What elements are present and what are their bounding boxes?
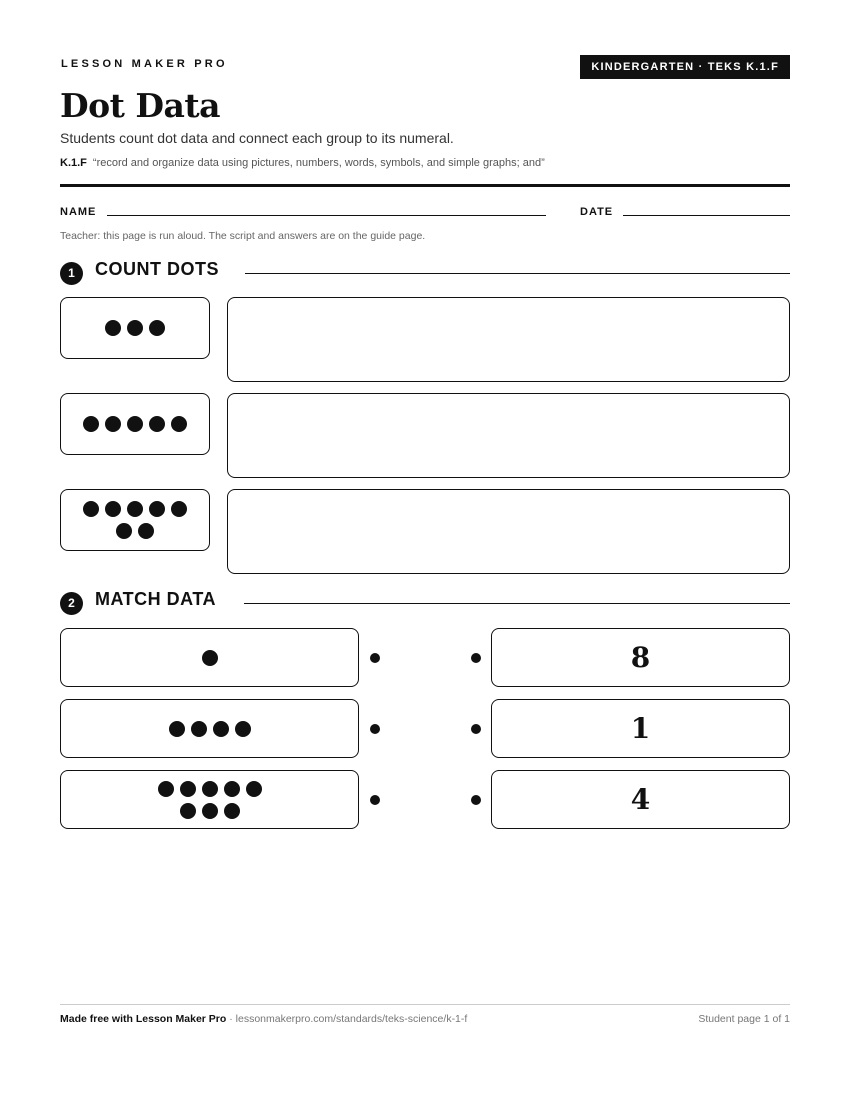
count-dot — [149, 501, 165, 517]
dot-group-card — [60, 393, 210, 455]
count-dot — [171, 501, 187, 517]
footer-divider — [60, 1004, 790, 1005]
answer-box[interactable] — [227, 393, 790, 478]
section-number: 2 — [60, 592, 83, 615]
standard-line — [60, 157, 545, 169]
count-dot — [202, 803, 218, 819]
page-title: Dot Data — [60, 86, 220, 125]
dot-row — [180, 803, 240, 819]
section-count-dots-header — [60, 259, 790, 287]
count-dot — [180, 803, 196, 819]
left-connector-dot[interactable] — [370, 795, 380, 805]
left-connector-dot[interactable] — [370, 653, 380, 663]
page-subtitle: Students count dot data and connect each group to its numeral. — [60, 130, 454, 146]
section-divider — [245, 273, 790, 274]
dot-row — [105, 320, 165, 336]
match-dot-card — [60, 699, 359, 758]
count-dot — [83, 416, 99, 432]
dot-group — [61, 298, 209, 358]
name-field[interactable] — [107, 215, 546, 216]
numeral-card — [491, 699, 790, 758]
dot-group-card — [60, 297, 210, 359]
count-dot — [224, 781, 240, 797]
dot-group — [61, 700, 358, 757]
dot-group — [61, 629, 358, 686]
count-dot — [83, 501, 99, 517]
count-dot — [149, 320, 165, 336]
dot-group — [61, 394, 209, 454]
header-divider — [60, 184, 790, 187]
numeral: 8 — [630, 641, 651, 674]
dot-row — [83, 416, 187, 432]
dot-group-card — [60, 489, 210, 551]
answer-box[interactable] — [227, 489, 790, 574]
right-connector-dot[interactable] — [471, 653, 481, 663]
dot-row — [169, 721, 251, 737]
count-dot — [105, 416, 121, 432]
section-divider — [244, 603, 790, 604]
count-dot — [169, 721, 185, 737]
numeral-card — [491, 628, 790, 687]
date-field[interactable] — [623, 215, 790, 216]
section-title: COUNT DOTS — [95, 259, 219, 279]
dot-group — [61, 771, 358, 828]
standard-text: “record and organize data using pictures, numbers, words, symbols, and simple graphs; and” — [92, 157, 545, 169]
section-title: MATCH DATA — [95, 589, 216, 609]
section-number: 1 — [60, 262, 83, 285]
count-dot — [235, 721, 251, 737]
footer-url[interactable]: · lessonmakerpro.com/standards/teks-science/k-1-f — [226, 1013, 468, 1025]
count-dot — [213, 721, 229, 737]
answer-box[interactable] — [227, 297, 790, 382]
footer-credit — [60, 1013, 467, 1025]
name-label: NAME — [60, 206, 97, 218]
right-connector-dot[interactable] — [471, 795, 481, 805]
dot-row — [83, 501, 187, 517]
count-dot — [149, 416, 165, 432]
count-dot — [246, 781, 262, 797]
count-dot — [224, 803, 240, 819]
count-dot — [171, 416, 187, 432]
count-dot — [202, 781, 218, 797]
match-dot-card — [60, 770, 359, 829]
dot-group — [61, 490, 209, 550]
count-dot — [191, 721, 207, 737]
count-dot — [116, 523, 132, 539]
count-dot — [127, 416, 143, 432]
dot-row — [158, 781, 262, 797]
numeral-card — [491, 770, 790, 829]
count-dot — [158, 781, 174, 797]
count-dot — [127, 501, 143, 517]
teacher-note: Teacher: this page is run aloud. The script and answers are on the guide page. — [60, 230, 426, 242]
count-dot — [138, 523, 154, 539]
footer-page-number: Student page 1 of 1 — [698, 1013, 790, 1025]
dot-row — [202, 650, 218, 666]
match-dot-card — [60, 628, 359, 687]
numeral: 1 — [630, 712, 651, 745]
count-dot — [105, 501, 121, 517]
section-match-data-header — [60, 589, 790, 617]
count-dot — [105, 320, 121, 336]
footer-made-by: Made free with Lesson Maker Pro — [60, 1013, 227, 1025]
left-connector-dot[interactable] — [370, 724, 380, 734]
dot-row — [116, 523, 154, 539]
date-label: DATE — [580, 206, 614, 218]
right-connector-dot[interactable] — [471, 724, 481, 734]
count-dot — [127, 320, 143, 336]
brand-name: LESSON MAKER PRO — [61, 58, 228, 70]
count-dot — [202, 650, 218, 666]
count-dot — [180, 781, 196, 797]
standard-code: K.1.F — [60, 157, 87, 169]
numeral: 4 — [630, 783, 651, 816]
grade-standard-badge: KINDERGARTEN · TEKS K.1.F — [580, 55, 790, 79]
